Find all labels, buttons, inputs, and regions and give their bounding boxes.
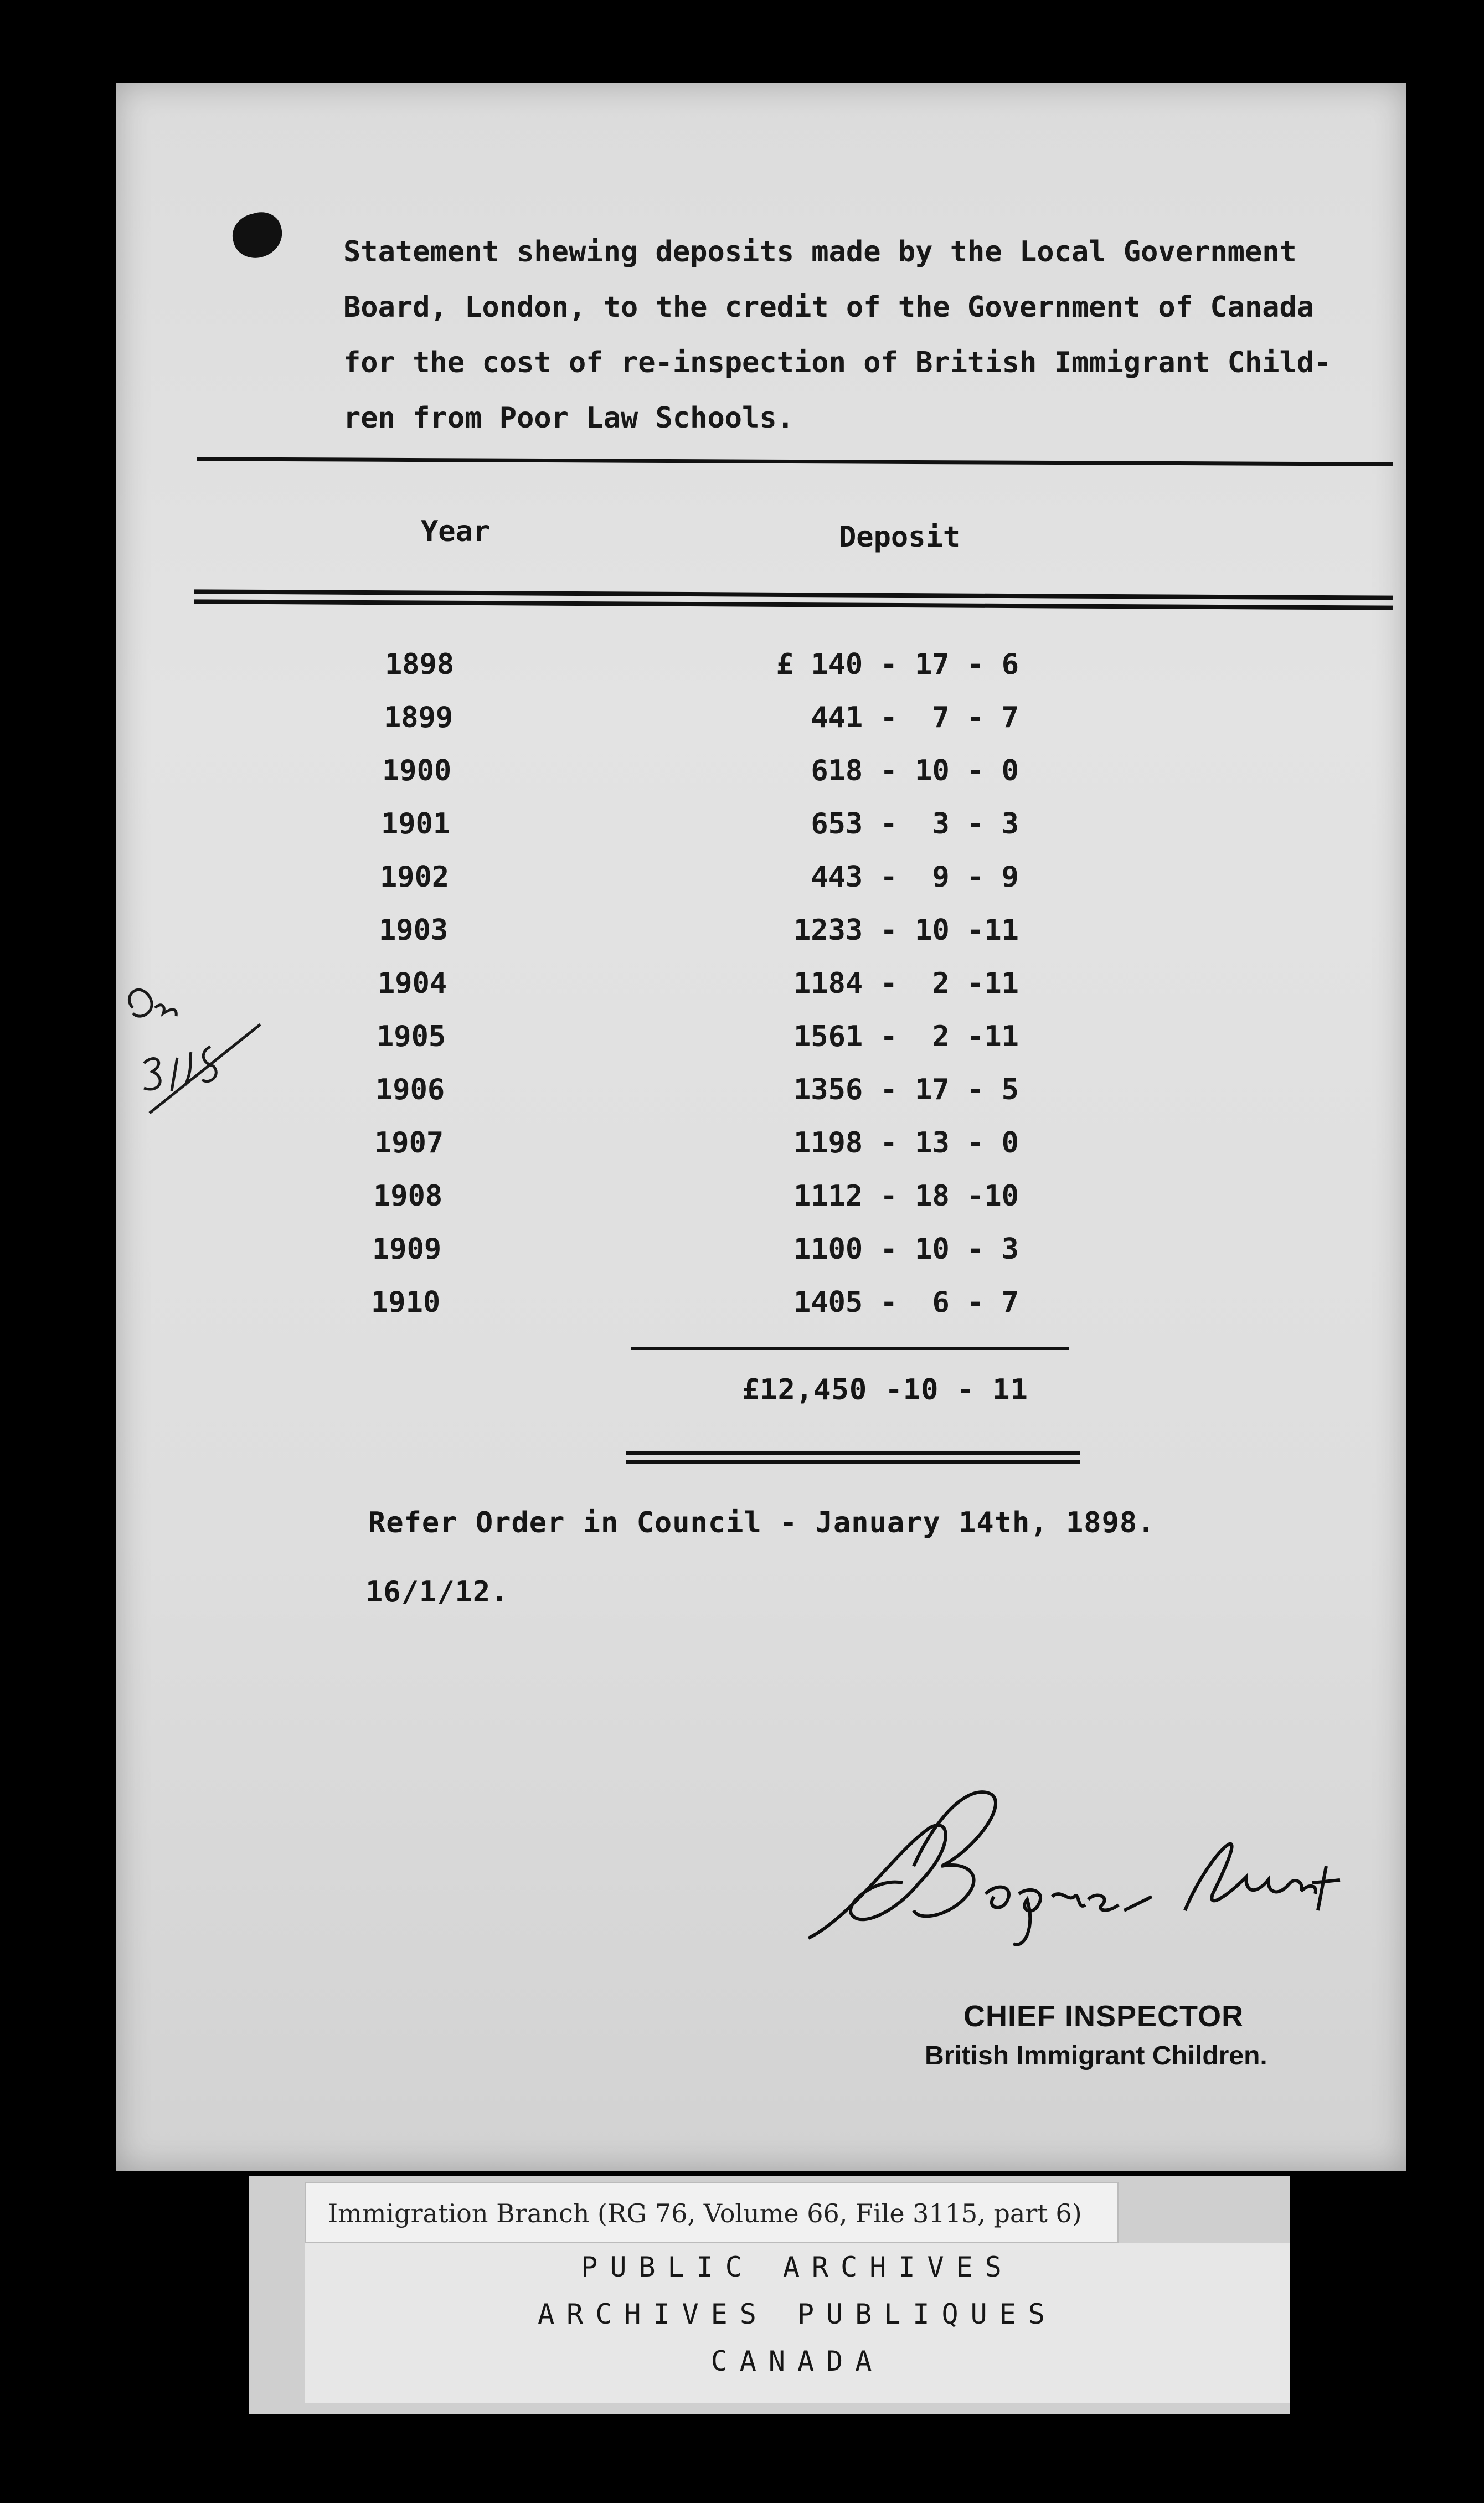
year-cell: 1898 [385,648,455,681]
column-header-year: Year [421,515,491,548]
deposit-cell: 1405 - 6 - 7 [793,1286,1019,1319]
table-row [0,861,1484,914]
statement-paragraph [343,224,1340,446]
year-cell: 1905 [377,1020,446,1053]
year-cell: 1906 [375,1073,445,1106]
year-cell: 1907 [374,1126,444,1160]
year-cell: 1903 [379,914,449,947]
table-row [0,648,1484,701]
statement-line: Statement shewing deposits made by the Local Government [343,235,1297,269]
stamp-subtitle: British Immigrant Children. [925,2041,1267,2071]
archive-line-3: CANADA [710,2345,884,2377]
deposit-cell: 1356 - 17 - 5 [793,1073,1019,1106]
archive-reference-label: Immigration Branch (RG 76, Volume 66, File 3115, part 6) [305,2182,1119,2243]
table-row [0,1286,1484,1339]
table-row [0,754,1484,807]
deposit-cell: 618 - 10 - 0 [811,754,1019,787]
signature-mark [786,1783,1384,1982]
statement-line: ren from Poor Law Schools. [343,401,794,435]
year-cell: 1899 [384,701,454,734]
statement-line: Board, London, to the credit of the Government of Canada [343,291,1315,324]
year-cell: 1908 [373,1180,443,1213]
column-header-deposit: Deposit [839,521,961,554]
archive-line-1: PUBLIC ARCHIVES [581,2251,1014,2283]
deposit-cell: 1198 - 13 - 0 [793,1126,1019,1160]
year-cell: 1909 [372,1233,442,1266]
order-in-council-reference: Refer Order in Council - January 14th, 1898. [368,1506,1156,1539]
stamp-title: CHIEF INSPECTOR [963,2000,1244,2033]
deposit-cell: 1112 - 18 -10 [793,1180,1019,1213]
statement-line: for the cost of re-inspection of British Immigrant Child- [343,346,1332,379]
year-cell: 1910 [371,1286,441,1319]
deposit-cell: 1100 - 10 - 3 [793,1233,1019,1266]
deposit-cell: 441 - 7 - 7 [811,701,1019,734]
deposit-cell: £ 140 - 17 - 6 [776,648,1019,681]
table-row [0,807,1484,861]
total-rule [626,1460,1080,1464]
table-row [0,914,1484,967]
deposit-cell: 653 - 3 - 3 [811,807,1019,841]
handwritten-note-mark [111,975,277,1163]
year-cell: 1900 [382,754,452,787]
deposit-cell: 1561 - 2 -11 [793,1020,1019,1053]
document-date: 16/1/12. [365,1575,509,1609]
year-cell: 1901 [381,807,451,841]
signature [786,1783,1384,1982]
table-row [0,1180,1484,1233]
total-amount: £12,450 -10 - 11 [742,1373,1028,1407]
deposit-cell: 1233 - 10 -11 [793,914,1019,947]
deposit-cell: 443 - 9 - 9 [811,861,1019,894]
total-rule [626,1451,1080,1455]
archive-stamp [305,2243,1290,2403]
table-row [0,1233,1484,1286]
year-cell: 1902 [380,861,450,894]
handwritten-file-note [111,975,277,1163]
table-row [0,701,1484,754]
archive-line-2: ARCHIVES PUBLIQUES [538,2298,1057,2330]
sum-rule [631,1347,1069,1350]
year-cell: 1904 [378,967,447,1000]
deposit-cell: 1184 - 2 -11 [793,967,1019,1000]
